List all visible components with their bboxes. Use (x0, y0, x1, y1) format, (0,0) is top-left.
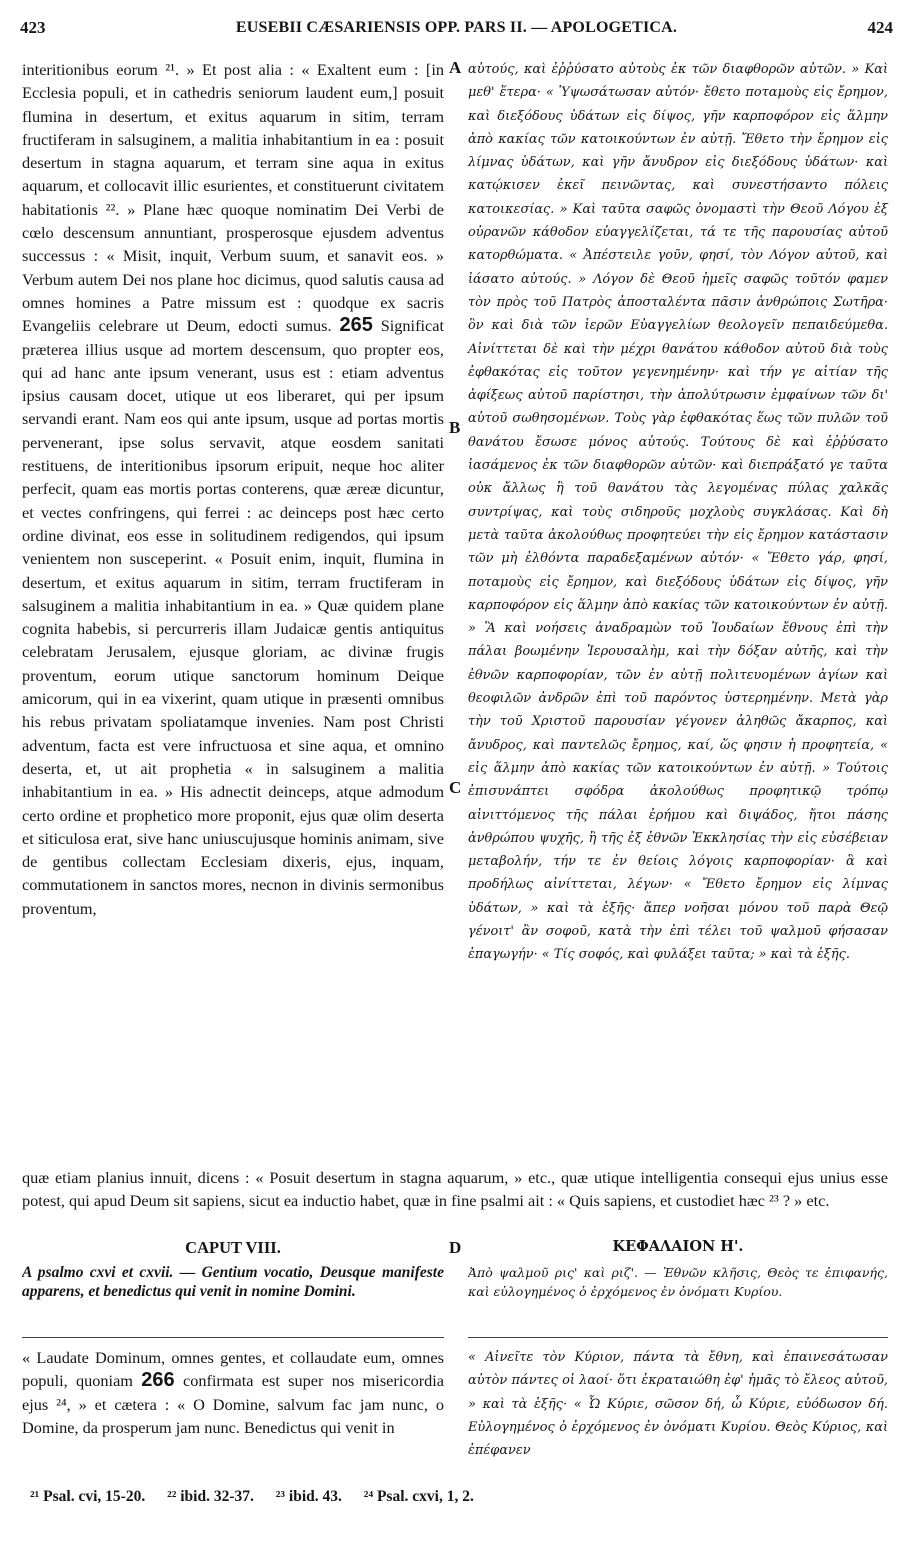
page-marker-265: 265 (339, 314, 373, 337)
column-marker-b: B (449, 418, 461, 437)
greek-column-text: αὐτούς, καὶ ἐῤῥύσατο αὐτοὺς ἐκ τῶν διαφθορῶν αὐτῶν. » Καὶ μεθ' ἕτερα· « Ὑψωσάτωσαν αὐτόν· ἔθετο ποταμοὺς εἰς ἔρημον, καὶ διεξόδους ὑδάτων εἰς δίψος, γῆν καρποφόρον εἰς ἅλμην ἀπὸ κακίας τῶν κατοικούντων ἐν αὐτῇ. Ἔθετο τὴν ἔρημον εἰς λίμνας ὑδάτων, καὶ γῆν ἄνυδρον εἰς διεξόδους ὑδάτων· καὶ κατῴκισεν ἐκεῖ πεινῶντας, καὶ συνεστήσαντο πόλεις κατοικεσίας. » Καὶ ταῦτα σαφῶς ὀνομαστὶ τὴν Θεοῦ Λόγου ἐξ οὐρανῶν κάθοδον εὐαγγελίζεται, τά τε τῆς παρουσίας αὐτοῦ κατορθώματα. « Ἀπέστειλε γοῦν, φησί, τὸν Λόγον αὐτοῦ, καὶ ἰάσατο αὐτούς. » Λόγον δὲ Θεοῦ ἡμεῖς σαφῶς τοῦτόν φαμεν τὸν πρὸς τοῦ Πατρὸς ἀποσταλέντα πᾶσιν ἀνθρώποις Σωτῆρα· ὃν καὶ διὰ τῶν ἱερῶν Εὐαγγελίων θεολογεῖν πεπαιδεύμεθα. Αἰνίττεται δὲ καὶ τὴν μέχρι θανάτου κάθοδον αὐτοῦ διὰ τοὺς ἐφθακότας εἰς τοῦτον γεγενημένην· καὶ τήν γε αἰτίαν τῆς ἀφίξεως αὐτοῦ παρίστησι, τὴν ἀπολύτρωσιν ἐμφαίνων τῶν δι' αὐτοῦ σωθησομένων. Τοὺς γὰρ ἐφθακότας ἕως τῶν πυλῶν τοῦ θανάτου ἔσωσε μόνος αὐτούς. Τούτους δὲ καὶ ἐῤῥύσατο ἰασάμενος ἐκ τῶν διαφθορῶν αὐτῶν· καὶ διεπράξατό γε ταῦτα οὐκ ἄλλως ἢ τοῦ θανάτου τὰς λεγομένας πύλας χαλκᾶς συντρίψας, καὶ τοὺς σιδηροῦς μοχλοὺς συγκλάσας. Καὶ δὴ μετὰ ταῦτα ἀκολούθως προφητεύει τὴν εἰς ἔρημον κατάστασιν τῶν μὴ ἐλθόντα παραδεξαμένων αὐτόν· « Ἔθετο γάρ, φησί, ποταμοὺς εἰς ἔρημον, καὶ διεξόδους ὑδάτων εἰς δίψος, γῆν καρποφόρον εἰς ἅλμην ἀπὸ κακίας τῶν κατοικούντων ἐν αὐτῇ. » Ἃ καὶ νοήσεις ἀναδραμὼν τοῦ Ἰουδαίων ἔθνους ἐπὶ τὴν πάλαι βοωμένην Ἱερουσαλὴμ, καὶ τὴν δόξαν αὐτῆς, καὶ τὴν ἐθνῶν καρποφορίαν, τῶν ἐν αὐτῇ πολιτευομένων ἁγίων καὶ θεοφιλῶν ἀνδρῶν ἐπὶ τοῦ παρόντος ὑστερημένην. Μετὰ γὰρ τὴν τοῦ Χριστοῦ παρουσίαν γέγονεν ἀληθῶς ἄκαρπος, καὶ ἄνυδρος, καὶ παντελῶς ἔρημος, καί, ὥς φησιν ἡ προφητεία, « εἰς ἅλμην ἀπὸ κακίας τῶν κατοικούντων ἐν αὐτῇ. » Τούτοις ἐπισυνάπτει σφόδρα ἀκολούθως προφητικῷ τρόπῳ αἰνιττόμενος τῆς πάλαι ἐρήμου καὶ διψάδος, ἤτοι πάσης ἀνθρώπου ψυχῆς, ἢ τῆς ἐξ ἐθνῶν Ἐκκλησίας τὴν εἰς εὐσέβειαν μεταβολήν, τήν τε ἐν θείοις λόγοις καρποφορίαν· ἃ καὶ προδήλως αἰνίττεται, λέγων· « Ἔθετο ἔρημον εἰς λίμνας ὑδάτων, » καὶ τὰ ἑξῆς· ἅπερ νοῆσαι μόνου τοῦ παρὰ Θεῷ γένοιτ' ἂν σοφοῦ, κατὰ τὴν ἐπὶ τέλει τοῦ ψαλμοῦ φήσασαν ἐπαγωγήν· « Τίς σοφός, καὶ φυλάξει ταῦτα; » καὶ τὰ ἑξῆς. (468, 62, 888, 963)
column-marker-c: C (449, 778, 462, 797)
running-title: EUSEBII CÆSARIENSIS OPP. PARS II. — APOLOGETICA. (235, 19, 678, 36)
latin-paragraph-2b: confirmata est super nos misericordia ejus ²⁴, » et cætera : « O Domine, salvum fac jam nunc, o Domine, da prosperum jam nunc. Benedictus qui venit in (22, 1371, 444, 1437)
page-number-left: 423 (20, 18, 46, 37)
page-number-right: 424 (867, 18, 893, 37)
column-marker-a: A (449, 58, 462, 77)
running-header (20, 18, 893, 42)
latin-full-width-tail: quæ etiam planius innuit, dicens : « Posuit desertum in stagna aquarum, » etc., quæ utique intelligentia consequi ejus unius esse potest, qui apud Deum sit sapiens, sicut ea inductio habet, quæ in fine psalmi ait : « Quis sapiens, et custodiet hæc ²³ ? » etc. (22, 1168, 888, 1211)
latin-paragraph-1b: Significat præterea illius usque ad mortem descensum, quo propter eos, qui ad hanc ante ipsum venerant, usus est : etiam adventus ipsius causam docet, utique ut eos liberaret, qui per ipsum servandi erant. Nam eos qui ante ipsum, usque ad portas mortis pervenerant, ipse solus servavit, atque eosdem sanitati restituens, de interitionibus ipsorum eripuit, neque hoc aliter perfecit, quam eas mortis portas conterens, quæ æreæ dicuntur, et vectes confringens, qui ferrei : ac deinceps post hæc certo ordine divinat, eos esse in solitudinem redigendos, qui ipsum venientem non susceperint. « Posuit enim, inquit, flumina in desertum, et exitus aquarum in sitim, terram fructiferam in salsuginem a malitia inhabitantium in ea. » Quæ quidem plane cognita habebis, si percurreris illam Judaicæ gentis antiquitus celebratam Jerusalem, ejusque gloriam, ac divinæ frugis proventum, eorum utique sanctorum hominum Deique amicorum, qui in ea vixerint, quam utique in præsenti omnibus his rebus privatam spoliatamque invenies. Nam post Christi adventum, facta est vere infructuosa et sine aqua, et omnino deserta, et, ut ait prophetia « in salsuginem a malitia inhabitantium in ea. » His adnectit deinceps, atque admodum certo ordine et prophetico more proponit, ejus quæ olim deserta et siticulosa erat, sive hanc uniuscujusque hominis animam, sive de gentibus collectam Ecclesiam dixeris, ejus, inquam, commutationem in sanctos mores, necnon in divinis sermonibus proventum, (22, 316, 444, 918)
chapter-summary-greek: Ἀπὸ ψαλμοῦ ρις' καὶ ριζ'. — Ἐθνῶν κλῆσις, Θεὸς τε ἐπιφανής, καὶ εὐλογημένος ὁ ἐρχόμενος ἐν ὀνόματι Κυρίου. (468, 1265, 888, 1299)
footnote: ²² ibid. 32-37. (167, 1488, 254, 1505)
page-marker-266: 266 (141, 1369, 175, 1392)
footnotes (30, 1488, 890, 1506)
latin-column-text (22, 58, 444, 1166)
summary-divider-greek (468, 1337, 888, 1338)
footnote: ²³ ibid. 43. (275, 1488, 342, 1505)
latin-paragraph-1a: interitionibus eorum ²¹. » Et post alia : « Exaltent eum : [in Ecclesia populi, et in cathedris seniorum laudent eum,] posuit flumina in desertum, et exitus aquarum in sitim, terram fructiferam in salsuginem, a malitia inhabitantium in ea : posuit desertum in stagna aquarum, et terram sine aqua in exitus aquarum, et collocavit illic esurientes, et constituerunt civitatem habitationis ²². » Plane hæc quoque nominatim Dei Verbi de cœlo descensum annuntiant, prosperosque ejusdem adventus successus : « Misit, inquit, Verbum suum, et sanavit eos. » Verbum autem Dei nos plane hoc dicimus, quod salutis causa ad omnes homines a Patre missum est : quodque ex sacris Evangeliis celebrare ut Deum, edocti sumus. (22, 60, 444, 336)
chapter-title-greek: ΚΕΦΑΛΑΙΟΝ Η'. (612, 1238, 744, 1255)
column-marker-d: D (449, 1238, 462, 1257)
latin-paragraph-2a: « Laudate Dominum, omnes gentes, et collaudate eum, omnes populi, quoniam (22, 1348, 444, 1391)
footnote: ²¹ Psal. cvi, 15-20. (30, 1488, 146, 1505)
chapter-title-latin: CAPUT VIII. (185, 1238, 281, 1257)
greek-chapter-body: « Αἰνεῖτε τὸν Κύριον, πάντα τὰ ἔθνη, καὶ ἐπαινεσάτωσαν αὐτὸν πάντες οἱ λαοί· ὅτι ἐκραταιώθη ἐφ' ἡμᾶς τὸ ἔλεος αὐτοῦ, » καὶ τὰ ἑξῆς· « Ὦ Κύριε, σῶσον δή, ὦ Κύριε, εὐόδωσον δή. Εὐλογημένος ὁ ἐρχόμενος ἐν ὀνόματι Κυρίου. Θεὸς Κύριος, καὶ ἐπέφανεν (468, 1350, 888, 1459)
chapter-summary-latin: A psalmo cxvi et cxvii. — Gentium vocatio, Deusque manifeste apparens, et benedictus qui venit in nomine Domini. (22, 1264, 444, 1300)
latin-chapter-body (22, 1346, 444, 1460)
footnote: ²⁴ Psal. cxvi, 1, 2. (363, 1488, 474, 1505)
summary-divider-latin (22, 1337, 444, 1338)
